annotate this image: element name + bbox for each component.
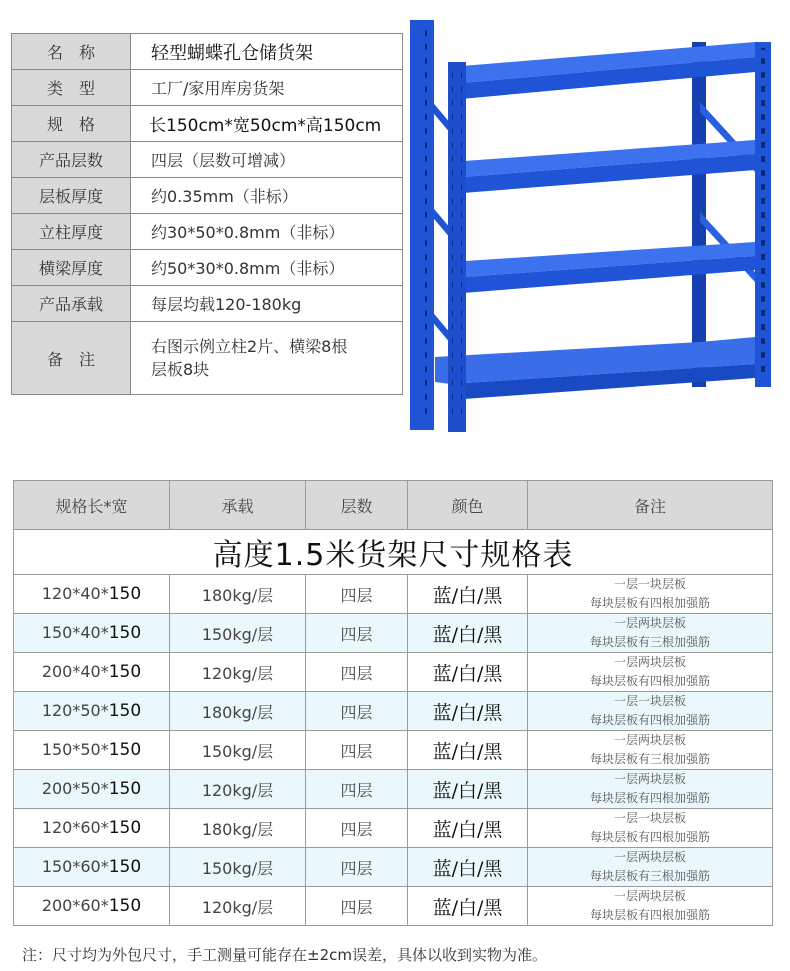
remarks-cell	[528, 809, 773, 848]
size-dimensions: 200*50*	[41, 779, 109, 798]
remark-line: 一层一块层板	[613, 694, 686, 708]
size-cell	[14, 770, 170, 809]
size-cell	[14, 575, 170, 614]
color-cell: 蓝/白/黑	[408, 809, 528, 848]
remarks-cell	[528, 614, 773, 653]
size-height: 150	[108, 896, 142, 916]
remark-line: 右图示例立柱2片、横梁8根	[151, 337, 348, 356]
size-cell	[14, 614, 170, 653]
load-cell: 150kg/层	[170, 614, 306, 653]
table-row	[14, 731, 773, 770]
spec-row-dimensions	[12, 106, 403, 142]
remark-line: 每块层板有三根加强筋	[589, 635, 710, 649]
spec-value: 约30*50*0.8mm（非标）	[131, 214, 403, 250]
back-left-post	[692, 42, 706, 387]
remark-line: 每块层板有四根加强筋	[589, 830, 710, 844]
layers-cell: 四层	[306, 848, 408, 887]
color-cell: 蓝/白/黑	[408, 653, 528, 692]
remark-line: 一层一块层板	[613, 577, 686, 591]
load-cell: 120kg/层	[170, 887, 306, 926]
remark-line: 每块层板有四根加强筋	[589, 791, 710, 805]
remark-line: 每块层板有四根加强筋	[589, 713, 710, 727]
size-height: 150	[108, 584, 142, 604]
spec-value: 长150cm*宽50cm*高150cm	[131, 106, 403, 142]
size-height: 150	[108, 779, 142, 799]
spec-row-remarks	[12, 322, 403, 395]
header-color: 颜色	[408, 481, 528, 530]
table-row	[14, 887, 773, 926]
size-height: 150	[108, 701, 142, 721]
spec-value	[131, 322, 403, 395]
spec-label: 立柱厚度	[12, 214, 131, 250]
size-table-title: 高度1.5米货架尺寸规格表	[14, 530, 773, 575]
size-cell	[14, 653, 170, 692]
remarks-cell	[528, 731, 773, 770]
size-table-header	[14, 481, 773, 530]
spec-value: 四层（层数可增减）	[131, 142, 403, 178]
table-row	[14, 575, 773, 614]
remarks-cell	[528, 653, 773, 692]
spec-table	[11, 33, 403, 395]
size-cell	[14, 809, 170, 848]
table-row	[14, 614, 773, 653]
spec-value: 约50*30*0.8mm（非标）	[131, 250, 403, 286]
layers-cell: 四层	[306, 692, 408, 731]
remark-line: 每块层板有四根加强筋	[589, 908, 710, 922]
spec-value: 工厂/家用库房货架	[131, 70, 403, 106]
spec-label: 规 格	[12, 106, 131, 142]
size-table-title-row	[14, 530, 773, 575]
remark-line: 每块层板有三根加强筋	[589, 869, 710, 883]
spec-value: 轻型蝴蝶孔仓储货架	[131, 34, 403, 70]
remarks-cell	[528, 692, 773, 731]
remark-line: 一层一块层板	[613, 811, 686, 825]
size-dimensions: 150*60*	[41, 857, 109, 876]
table-row	[14, 809, 773, 848]
remark-line: 每块层板有四根加强筋	[589, 596, 710, 610]
remarks-cell	[528, 575, 773, 614]
table-row	[14, 653, 773, 692]
spec-row-type	[12, 70, 403, 106]
color-cell: 蓝/白/黑	[408, 575, 528, 614]
size-height: 150	[108, 857, 142, 877]
layers-cell: 四层	[306, 887, 408, 926]
layers-cell: 四层	[306, 770, 408, 809]
color-cell: 蓝/白/黑	[408, 887, 528, 926]
spec-label: 名 称	[12, 34, 131, 70]
remarks-cell	[528, 770, 773, 809]
size-dimensions: 120*40*	[41, 584, 109, 603]
spec-row-load	[12, 286, 403, 322]
load-cell: 150kg/层	[170, 848, 306, 887]
header-load: 承载	[170, 481, 306, 530]
spec-label: 产品层数	[12, 142, 131, 178]
load-cell: 120kg/层	[170, 653, 306, 692]
header-size: 规格长*宽	[14, 481, 170, 530]
layers-cell: 四层	[306, 614, 408, 653]
spec-value: 每层均载120-180kg	[131, 286, 403, 322]
layers-cell: 四层	[306, 653, 408, 692]
spec-label: 产品承载	[12, 286, 131, 322]
size-height: 150	[108, 740, 142, 760]
spec-row-layers	[12, 142, 403, 178]
size-dimensions: 150*50*	[41, 740, 109, 759]
spec-label: 横梁厚度	[12, 250, 131, 286]
remarks-cell	[528, 887, 773, 926]
remark-line: 层板8块	[151, 360, 210, 379]
size-table	[13, 480, 773, 926]
size-height: 150	[108, 662, 142, 682]
header-remarks: 备注	[528, 481, 773, 530]
load-cell: 120kg/层	[170, 770, 306, 809]
color-cell: 蓝/白/黑	[408, 614, 528, 653]
remark-line: 一层两块层板	[613, 733, 686, 747]
spec-row-post-thickness	[12, 214, 403, 250]
size-dimensions: 200*40*	[41, 662, 109, 681]
size-cell	[14, 692, 170, 731]
spec-label: 层板厚度	[12, 178, 131, 214]
remark-line: 一层两块层板	[613, 655, 686, 669]
size-dimensions: 120*60*	[41, 818, 109, 837]
spec-value: 约0.35mm（非标）	[131, 178, 403, 214]
remark-line: 一层两块层板	[613, 889, 686, 903]
color-cell: 蓝/白/黑	[408, 770, 528, 809]
remark-line: 一层两块层板	[613, 616, 686, 630]
footnote: 注：尺寸均为外包尺寸，手工测量可能存在±2cm误差，具体以收到实物为准。	[22, 946, 547, 964]
table-row	[14, 770, 773, 809]
layers-cell: 四层	[306, 575, 408, 614]
table-row	[14, 848, 773, 887]
size-cell	[14, 887, 170, 926]
size-dimensions: 200*60*	[41, 896, 109, 915]
remark-line: 每块层板有三根加强筋	[589, 752, 710, 766]
spec-label: 类 型	[12, 70, 131, 106]
remarks-cell	[528, 848, 773, 887]
spec-label: 备 注	[12, 322, 131, 395]
size-cell	[14, 731, 170, 770]
size-height: 150	[108, 818, 142, 838]
color-cell: 蓝/白/黑	[408, 731, 528, 770]
size-dimensions: 120*50*	[41, 701, 109, 720]
shelf-illustration	[410, 12, 780, 432]
spec-row-name	[12, 34, 403, 70]
color-cell: 蓝/白/黑	[408, 848, 528, 887]
remark-line: 一层两块层板	[613, 772, 686, 786]
spec-row-beam-thickness	[12, 250, 403, 286]
table-row	[14, 692, 773, 731]
load-cell: 180kg/层	[170, 692, 306, 731]
size-height: 150	[108, 623, 142, 643]
spec-row-board-thickness	[12, 178, 403, 214]
load-cell: 180kg/层	[170, 809, 306, 848]
load-cell: 180kg/层	[170, 575, 306, 614]
size-cell	[14, 848, 170, 887]
layers-cell: 四层	[306, 809, 408, 848]
header-layers: 层数	[306, 481, 408, 530]
remark-line: 一层两块层板	[613, 850, 686, 864]
load-cell: 150kg/层	[170, 731, 306, 770]
size-dimensions: 150*40*	[41, 623, 109, 642]
color-cell: 蓝/白/黑	[408, 692, 528, 731]
layers-cell: 四层	[306, 731, 408, 770]
remark-line: 每块层板有四根加强筋	[589, 674, 710, 688]
